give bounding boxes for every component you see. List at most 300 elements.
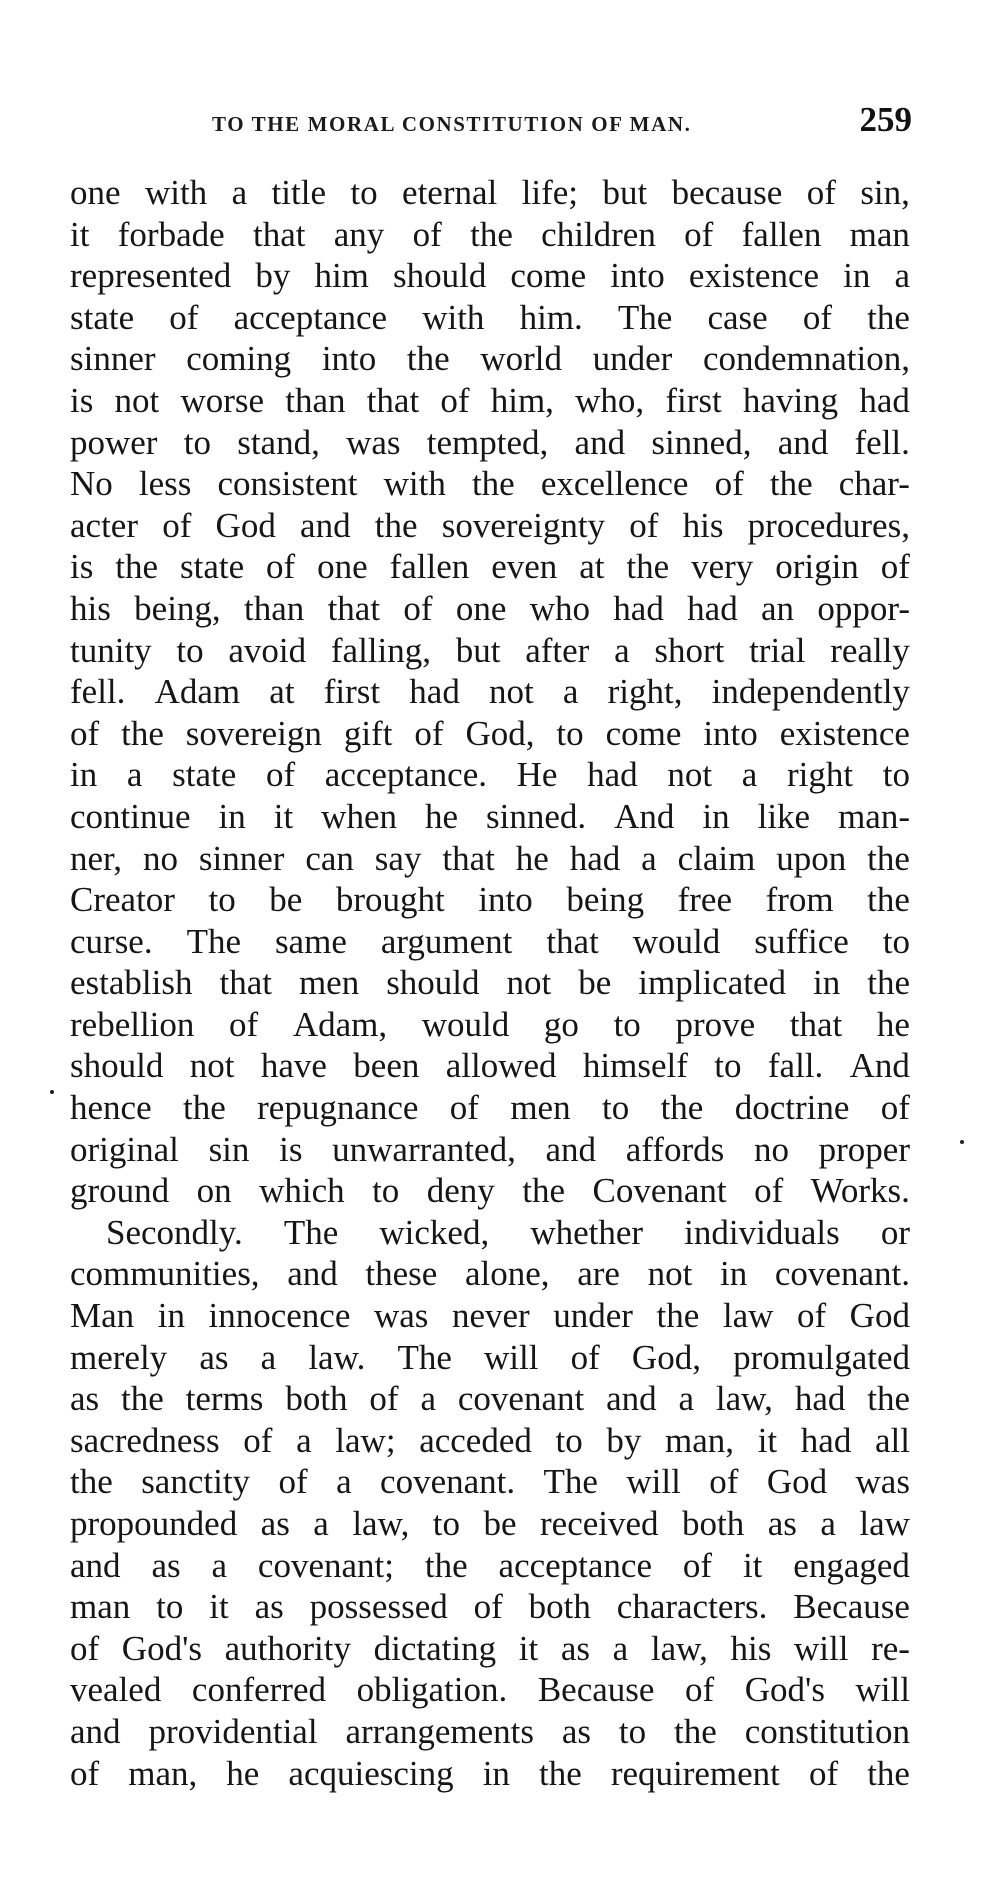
text-line — [70, 505, 910, 547]
word: No — [70, 464, 113, 504]
word: a — [260, 1337, 277, 1377]
word: same — [274, 921, 347, 961]
word: both — [682, 1504, 745, 1543]
text-line — [70, 297, 910, 339]
word: state — [179, 547, 245, 587]
word: sinned, — [651, 422, 752, 462]
word: acceptance. — [324, 755, 487, 795]
word: coming — [186, 339, 292, 379]
word: than — [285, 380, 346, 420]
word: of — [880, 547, 910, 587]
word: had — [859, 380, 910, 420]
word: worse — [180, 380, 265, 420]
text-line — [70, 796, 910, 838]
word: the — [660, 1088, 704, 1128]
word: and — [777, 422, 829, 462]
word: received — [540, 1504, 659, 1543]
word: alone, — [465, 1254, 550, 1294]
word: The — [617, 297, 673, 337]
word: individuals — [684, 1212, 840, 1252]
word: law; — [335, 1420, 396, 1460]
word: God's — [744, 1670, 825, 1710]
text-line — [70, 1628, 910, 1670]
word: a — [313, 1504, 329, 1543]
word: the — [769, 464, 813, 504]
word: And — [614, 796, 675, 836]
word: with — [383, 464, 446, 504]
word: that — [442, 838, 495, 878]
word: because — [671, 173, 783, 212]
word: the — [406, 339, 450, 379]
word: God, — [465, 713, 535, 753]
word: right, — [607, 672, 683, 712]
word: in — [218, 796, 246, 836]
word: both — [528, 1587, 591, 1627]
word: him — [314, 256, 369, 296]
word: men — [510, 1088, 571, 1128]
word: terms — [185, 1379, 264, 1419]
text-line — [70, 921, 910, 963]
word: to — [613, 1004, 641, 1044]
word: to — [156, 1587, 184, 1627]
word: it — [518, 1628, 539, 1668]
word: the — [374, 505, 418, 545]
word: condemnation, — [702, 339, 910, 379]
word: a — [820, 1504, 836, 1543]
word: the — [470, 214, 513, 254]
word: repugnance — [257, 1088, 419, 1128]
word: upon — [776, 838, 847, 878]
word: of — [70, 1753, 100, 1793]
text-line — [70, 962, 910, 1004]
word: less — [138, 464, 192, 504]
word: by — [255, 256, 291, 296]
word: The — [186, 921, 241, 961]
word: a — [296, 1420, 312, 1460]
word: to — [555, 1420, 583, 1460]
word: short — [654, 630, 725, 670]
word: his — [70, 588, 111, 628]
word: into — [478, 880, 533, 920]
word: establish — [70, 963, 193, 1003]
word: say — [374, 838, 422, 878]
word: represented — [70, 256, 232, 296]
word: And — [849, 1046, 910, 1086]
word: avoid — [228, 630, 307, 670]
word: consistent — [217, 464, 358, 504]
text-line — [70, 1087, 910, 1129]
text-line — [70, 214, 910, 256]
word: the — [522, 1171, 566, 1211]
word: eternal — [402, 173, 498, 212]
word: as — [254, 1587, 284, 1627]
word: as — [561, 1711, 592, 1751]
word: it — [209, 1587, 229, 1627]
word: the — [867, 963, 910, 1003]
word: acceptance — [498, 1545, 652, 1585]
word: of — [796, 1296, 827, 1336]
word: fell. — [854, 422, 910, 462]
word: argument — [380, 921, 513, 961]
word: his — [730, 1628, 772, 1668]
word: communities, — [70, 1254, 260, 1294]
word: brought — [335, 880, 445, 920]
text-line — [70, 1378, 910, 1420]
word: procedures, — [747, 505, 910, 545]
word: would — [421, 1004, 510, 1044]
word: acceptance — [233, 297, 388, 337]
word: sin — [208, 1129, 250, 1169]
word: in — [843, 256, 871, 296]
text-line — [70, 546, 910, 588]
word: no — [142, 838, 178, 878]
text-line — [70, 1253, 910, 1295]
word: into — [703, 713, 758, 753]
word: under — [553, 1296, 633, 1336]
word: providential — [148, 1711, 318, 1751]
word: Because — [537, 1670, 655, 1710]
word: obligation. — [356, 1670, 508, 1710]
word: The — [543, 1462, 598, 1502]
text-line — [70, 172, 910, 214]
word: like — [757, 796, 811, 836]
word: life; — [521, 173, 579, 212]
word: Because — [793, 1587, 910, 1627]
word: a — [678, 1379, 695, 1419]
word: of — [229, 1004, 259, 1044]
word: as — [151, 1545, 181, 1585]
word: to — [432, 1504, 461, 1543]
word: sacredness — [70, 1420, 220, 1460]
word: not — [506, 963, 552, 1003]
word: He — [516, 755, 558, 795]
text-line — [70, 1129, 910, 1171]
word: in — [70, 755, 98, 795]
word: constitution — [744, 1711, 910, 1751]
word: that — [219, 963, 272, 1003]
word: with — [144, 173, 208, 212]
word: Secondly. — [106, 1212, 243, 1252]
word: that — [252, 214, 306, 254]
word: of — [754, 1171, 784, 1211]
word: gift — [343, 713, 393, 753]
text-line — [70, 1753, 910, 1795]
word: in — [157, 1296, 185, 1336]
word: Adam — [154, 672, 241, 712]
word: arrangements — [345, 1711, 534, 1751]
word: not — [489, 672, 534, 712]
word: as — [560, 1628, 591, 1668]
word: to — [714, 1046, 742, 1086]
word: state — [172, 755, 237, 795]
word: even — [491, 547, 558, 587]
word: origin — [775, 547, 859, 587]
word: of — [70, 713, 100, 753]
word: as — [199, 1337, 229, 1377]
word: excellence — [540, 464, 689, 504]
word: the — [867, 1753, 910, 1793]
word: re- — [871, 1628, 910, 1668]
word: of — [162, 505, 192, 545]
word: free — [677, 880, 733, 920]
word: with — [422, 297, 485, 337]
word: to — [601, 1088, 630, 1128]
word: God's — [121, 1628, 202, 1668]
word: one — [455, 588, 507, 628]
word: tempted, — [426, 422, 549, 462]
word: come — [605, 713, 682, 753]
word: Creator — [70, 880, 175, 920]
text-line — [70, 838, 910, 880]
text-line — [70, 1170, 910, 1212]
word: a — [641, 838, 657, 878]
word: is — [70, 547, 94, 587]
word: covenant. — [380, 1462, 516, 1502]
word: law. — [308, 1337, 366, 1377]
word: a — [894, 256, 910, 296]
text-line — [70, 1503, 910, 1545]
word: the — [182, 1088, 226, 1128]
word: of — [570, 1337, 600, 1377]
word: of — [412, 214, 442, 254]
word: of — [449, 1088, 479, 1128]
word: proper — [818, 1129, 910, 1169]
word: to — [618, 1711, 647, 1751]
word: covenant — [457, 1379, 585, 1419]
word: him, — [490, 380, 554, 420]
word: from — [765, 880, 834, 920]
word: case — [707, 297, 768, 337]
word: which — [259, 1171, 345, 1211]
text-line — [70, 380, 910, 422]
word: he — [226, 1753, 260, 1793]
word: the — [867, 1379, 910, 1419]
word: a — [562, 672, 579, 712]
word: ground — [70, 1171, 170, 1211]
word: whether — [530, 1212, 644, 1252]
word: oppor- — [817, 588, 910, 628]
word: he — [876, 1004, 910, 1044]
word: are — [577, 1254, 620, 1294]
print-speck — [960, 1140, 964, 1144]
word: as — [260, 1504, 290, 1543]
word: sinner — [70, 339, 156, 379]
word: covenant; — [257, 1545, 394, 1585]
word: independently — [711, 672, 910, 712]
word: existence — [688, 256, 820, 296]
word: be — [269, 880, 303, 920]
word: any — [333, 214, 385, 254]
word: be — [578, 963, 612, 1003]
word: characters. — [616, 1587, 768, 1627]
text-line — [70, 338, 910, 380]
word: than — [244, 588, 305, 628]
word: to — [350, 173, 378, 212]
word: possessed — [309, 1587, 448, 1627]
word: Covenant — [592, 1171, 727, 1211]
word: that — [366, 380, 420, 420]
text-line — [70, 1337, 910, 1379]
word: was — [346, 422, 401, 462]
word: on — [196, 1171, 232, 1211]
word: hence — [70, 1088, 152, 1128]
word: and — [70, 1545, 121, 1585]
word: of — [414, 713, 444, 753]
word: the — [424, 1545, 468, 1585]
word: falling, — [330, 630, 432, 670]
word: of — [243, 1420, 273, 1460]
word: conferred — [191, 1670, 326, 1710]
word: a — [336, 1462, 352, 1502]
word: first — [323, 672, 381, 712]
word: go — [543, 1004, 579, 1044]
word: not — [114, 380, 160, 420]
word: of — [806, 173, 836, 212]
word: is — [70, 380, 94, 420]
text-line — [70, 879, 910, 921]
word: rebellion — [70, 1004, 195, 1044]
word: the — [867, 880, 910, 920]
word: in — [813, 963, 841, 1003]
word: a — [211, 1545, 228, 1585]
word: state — [70, 297, 135, 337]
word: forbade — [117, 214, 225, 254]
word: his — [682, 505, 724, 545]
word: title — [271, 173, 326, 212]
word: will — [855, 1670, 910, 1710]
word: fallen — [389, 547, 470, 587]
word: children — [541, 214, 656, 254]
text-line — [70, 713, 910, 755]
word: Adam, — [292, 1004, 388, 1044]
word: covenant. — [774, 1254, 910, 1294]
word: The — [283, 1212, 339, 1252]
word: as — [70, 1379, 100, 1419]
word: had — [587, 755, 638, 795]
word: but — [455, 630, 501, 670]
word: God — [215, 505, 276, 545]
word: of — [709, 1462, 739, 1502]
word: a — [126, 755, 143, 795]
word: will — [484, 1337, 539, 1377]
word: had — [800, 1420, 852, 1460]
word: a — [614, 630, 630, 670]
word: law, — [352, 1504, 410, 1543]
text-line — [70, 1669, 910, 1711]
page-number: 259 — [859, 100, 912, 139]
word: power — [70, 422, 158, 462]
word: he — [515, 838, 549, 878]
word: the — [867, 297, 910, 337]
word: when — [321, 796, 397, 836]
word: original — [70, 1129, 179, 1169]
word: law, — [715, 1379, 773, 1419]
word: it — [757, 1420, 778, 1460]
word: prove — [675, 1004, 756, 1044]
word: was — [373, 1296, 429, 1336]
word: of — [682, 1545, 713, 1585]
word: to — [176, 630, 204, 670]
word: one — [70, 173, 121, 212]
word: being, — [134, 588, 221, 628]
word: engaged — [793, 1545, 910, 1585]
word: had — [613, 588, 664, 628]
word: in — [702, 796, 730, 836]
word: men — [298, 963, 360, 1003]
word: in — [719, 1254, 748, 1294]
word: one — [317, 547, 368, 587]
word: man — [70, 1587, 131, 1627]
word: no — [753, 1129, 789, 1169]
word: to — [183, 422, 211, 462]
word: of — [473, 1587, 503, 1627]
word: the — [121, 1379, 164, 1419]
word: the — [121, 713, 164, 753]
word: of — [802, 297, 832, 337]
word: affords — [625, 1129, 725, 1169]
word: had — [687, 588, 738, 628]
word: at — [269, 672, 295, 712]
word: will — [794, 1628, 849, 1668]
word: not — [189, 1046, 235, 1086]
word: the — [656, 1296, 700, 1336]
word: ner, — [70, 838, 123, 878]
word: man- — [838, 796, 910, 836]
word: never — [451, 1296, 530, 1336]
word: of — [808, 1753, 839, 1793]
word: to — [882, 921, 910, 961]
word: of — [369, 1379, 399, 1419]
word: Man — [70, 1296, 135, 1336]
word: curse. — [70, 921, 153, 961]
text-line — [70, 630, 910, 672]
text-line — [70, 1420, 910, 1462]
text-line — [70, 1212, 910, 1254]
word: that — [789, 1004, 843, 1044]
word: allowed — [445, 1046, 557, 1086]
word: first — [665, 380, 722, 420]
word: tunity — [70, 630, 152, 670]
word: of — [629, 505, 659, 545]
print-speck — [50, 1090, 54, 1094]
word: as — [767, 1504, 797, 1543]
word: in — [482, 1753, 510, 1793]
word: a — [741, 755, 758, 795]
word: himself — [582, 1046, 688, 1086]
word: innocence — [208, 1296, 351, 1336]
word: of — [880, 1088, 910, 1128]
word: a — [231, 173, 248, 212]
word: should — [386, 963, 480, 1003]
word: propounded — [70, 1504, 238, 1543]
text-line — [70, 1461, 910, 1503]
word: implicated — [638, 963, 787, 1003]
word: will — [626, 1462, 681, 1502]
word: existence — [779, 713, 910, 753]
text-line — [70, 1045, 910, 1087]
word: sanctity — [141, 1462, 251, 1502]
word: had — [794, 1379, 846, 1419]
word: not — [647, 1254, 693, 1294]
word: char- — [838, 464, 910, 504]
word: having — [742, 380, 839, 420]
word: be — [483, 1504, 517, 1543]
word: right — [786, 755, 854, 795]
word: these — [365, 1254, 438, 1294]
word: is — [279, 1129, 303, 1169]
word: a — [612, 1628, 629, 1668]
body-text — [70, 172, 910, 1794]
